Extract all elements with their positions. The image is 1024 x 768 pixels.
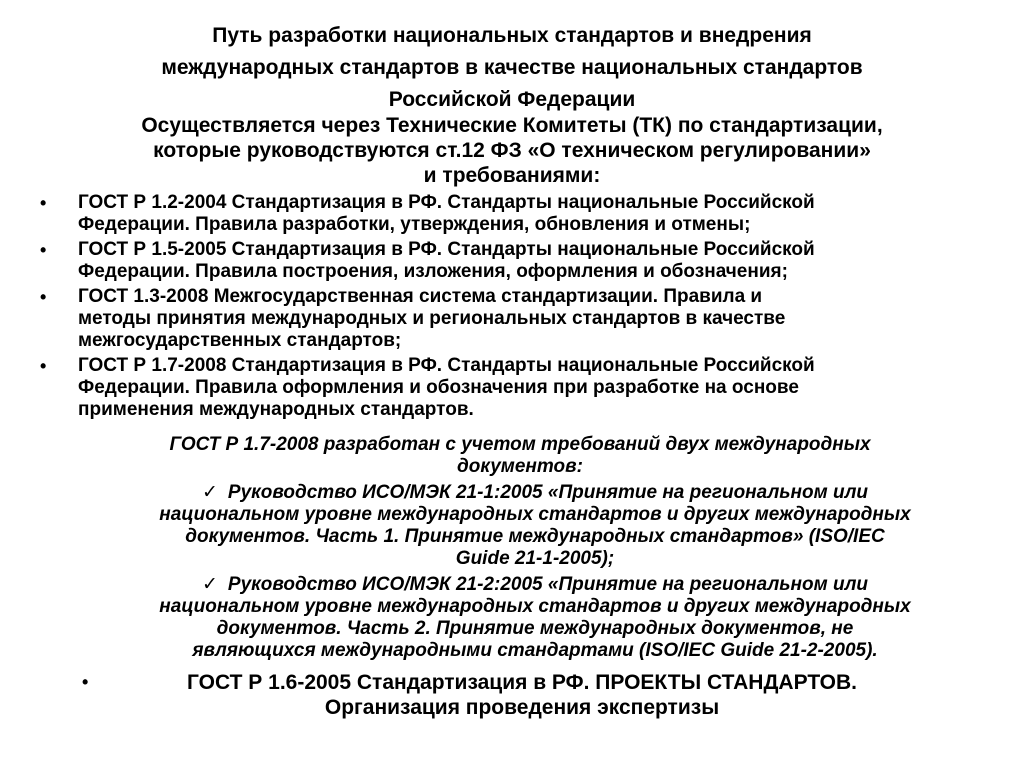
list-item xyxy=(0,355,1024,421)
title-line-1: Путь разработки национальных стандартов и внедрения xyxy=(212,24,812,47)
list-item-line: ГОСТ Р 1.5-2005 Стандартизация в РФ. Стандарты национальные Российской xyxy=(78,239,815,260)
check-item xyxy=(70,574,1000,662)
bullet-icon: • xyxy=(82,672,89,692)
checkmark-icon: ✓ xyxy=(201,482,218,503)
list-item-line: Федерации. Правила построения, изложения, оформления и обозначения; xyxy=(78,261,788,282)
title-line-2: международных стандартов в качестве национальных стандартов xyxy=(161,56,863,79)
final-line-2: Организация проведения экспертизы xyxy=(324,696,720,719)
check-item-line: являющихся международными стандартами (ISO/IEC Guide 21-2-2005). xyxy=(192,640,878,661)
list-item-line: применения международных стандартов. xyxy=(78,399,474,420)
list-item-line: Федерации. Правила разработки, утверждения, обновления и отмены; xyxy=(78,214,751,235)
list-item xyxy=(0,239,1024,283)
check-item-line: национальном уровне международных стандартов и других международных xyxy=(159,504,911,525)
standards-list xyxy=(0,192,1024,424)
list-item-line: методы принятия международных и региональных стандартов в качестве xyxy=(78,308,786,329)
check-item-line: документов. Часть 2. Принятие международных документов, не xyxy=(216,618,854,639)
check-item-line: Guide 21-1-2005); xyxy=(455,548,615,569)
intro-paragraph xyxy=(30,113,994,188)
list-item-line: ГОСТ 1.3-2008 Межгосударственная система стандартизации. Правила и xyxy=(78,286,763,307)
intro-line-1: Осуществляется через Технические Комитеты (ТК) по стандартизации, xyxy=(141,114,883,137)
intro-line-2: которые руководствуются ст.12 ФЗ «О техническом регулировании» xyxy=(153,139,871,162)
bullet-icon: • xyxy=(40,287,47,307)
check-item-text: Руководство ИСО/МЭК 21-1:2005 «Принятие на региональном или xyxy=(227,482,868,503)
list-item-line: межгосударственных стандартов; xyxy=(78,330,402,351)
check-item-line: документов. Часть 1. Принятие международных стандартов» (ISO/IEC xyxy=(185,526,885,547)
note-paragraph xyxy=(60,434,980,478)
check-item-line: национальном уровне международных стандартов и других международных xyxy=(159,596,911,617)
check-item xyxy=(70,482,1000,570)
slide-title xyxy=(40,20,984,116)
check-item-text: Руководство ИСО/МЭК 21-2:2005 «Принятие на региональном или xyxy=(227,574,868,595)
list-item-line: ГОСТ Р 1.2-2004 Стандартизация в РФ. Стандарты национальные Российской xyxy=(78,192,815,213)
intro-line-3: и требованиями: xyxy=(423,164,601,187)
list-item-line: ГОСТ Р 1.7-2008 Стандартизация в РФ. Стандарты национальные Российской xyxy=(78,355,815,376)
note-line-1: ГОСТ Р 1.7-2008 разработан с учетом требований двух международных xyxy=(169,434,871,455)
final-line-1: ГОСТ Р 1.6-2005 Стандартизация в РФ. ПРОЕКТЫ СТАНДАРТОВ. xyxy=(187,671,857,694)
final-item xyxy=(60,670,984,720)
note-line-2: документов: xyxy=(457,456,583,477)
bullet-icon: • xyxy=(40,240,47,260)
list-item xyxy=(0,286,1024,352)
checkmark-icon: ✓ xyxy=(201,574,218,595)
bullet-icon: • xyxy=(40,356,47,376)
check-item-line xyxy=(70,574,1000,596)
check-item-line xyxy=(70,482,1000,504)
bullet-icon: • xyxy=(40,193,47,213)
title-line-3: Российской Федерации xyxy=(388,88,636,111)
list-item xyxy=(0,192,1024,236)
list-item-line: Федерации. Правила оформления и обозначения при разработке на основе xyxy=(78,377,799,398)
